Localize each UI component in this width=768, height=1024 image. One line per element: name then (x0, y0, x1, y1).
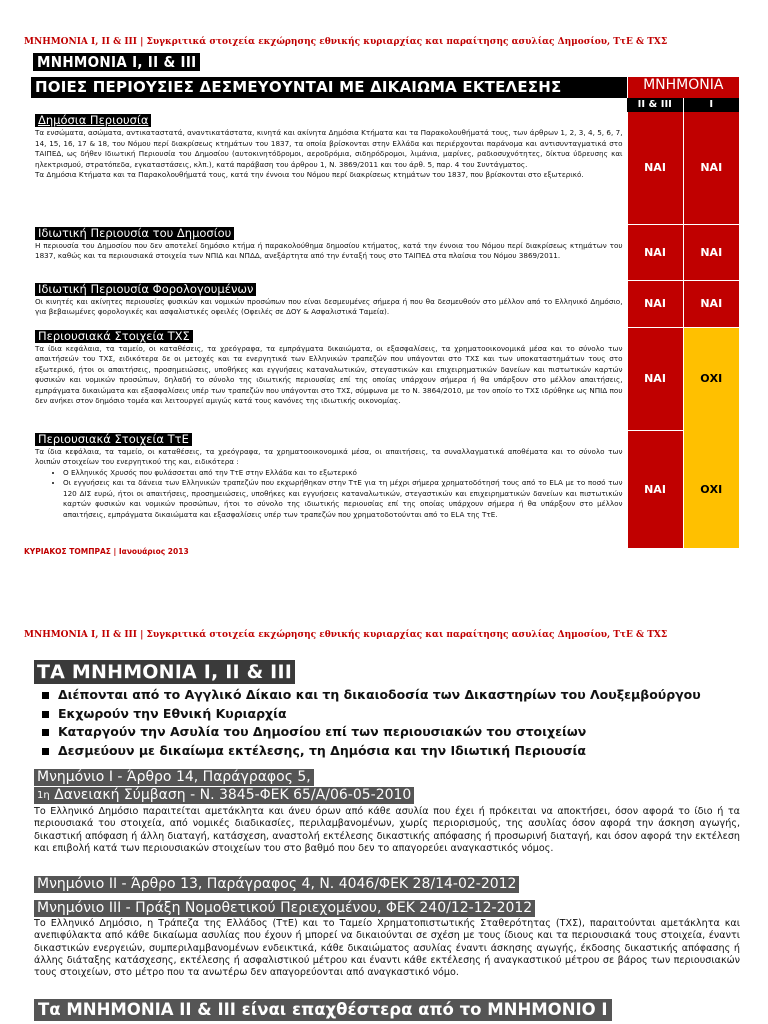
table-row (31, 112, 739, 224)
list-item: Εκχωρούν την Εθνική Κυριαρχία (42, 705, 701, 724)
section-text: Τα Δημόσια Κτήματα και τα Παρακολουθήματά τους, κατά την έννοια του Νόμου περί διακρίσεως κτημάτων του 1837, που βρίσκονται στο εξωτερικό. (35, 170, 584, 180)
col-ii-iii-header: ΙΙ & ΙΙΙ (627, 98, 683, 112)
table-row (31, 224, 739, 280)
memorandum-i-text: Το Ελληνικό Δημόσιο παραιτείται αμετάκλητα και άνευ όρων από κάθε ασυλία που έχει ή πρόκειται να αποκτήσει, όσον αφορά το ίδιο ή τα περιουσιακά του στοιχεία, από νομικές διαδικασίες, περιλαμβανομένων, χωρίς περιορισμούς, της ασυλίας όσον αφορά την άσκηση αγωγής, δικαστική απόφαση ή άλλη διαταγή, κατάσχεση, αναστολή εκτέλεσης δικαστικής απόφασης ή προσωρινή διαταγή, και όσον αφορά την εκτέλεση και επιβολή κατά των περιουσιακών στοιχείων του στο βαθμό που δεν το απαγορεύει αναγκαστικός νόμος. (34, 806, 740, 854)
list-item: • Οι εγγυήσεις και τα δάνεια των Ελληνικών τραπεζών που εκχωρήθηκαν στην ΤτΕ για τη μέχρι σήμερα χρηματοδότησή τους από το ELA με το ποσό των 120 ΔΙΣ ευρώ, ήτοι οι απαιτήσεις, προσημειώσεις, υποθήκες και εγγυήσεις καταναλωτικών, στεγαστικών και επιχειρηματικών δανείων και πιστωτικών καρτών φυσικών και νομικών προσώπων, ήτοι το σύνολο της ιδιωτικής περιουσίας επί της οποίας υπάρχουν σήμερα ή θα υπάρξουν στο μέλλον απαιτήσεις, εμπράγματα δικαιώματα και εξασφαλίσεις υπέρ των τραπεζών που χρηματοδοτούνται από το ELA της ΤτΕ. (63, 478, 623, 520)
section-heading: Περιουσιακά Στοιχεία ΤτΕ (35, 433, 192, 446)
section-heading: Ιδιωτική Περιουσία Φορολογουμένων (35, 283, 256, 296)
page1-title: ΜΝΗΜΟΝΙΑ Ι, ΙΙ & ΙΙΙ (33, 53, 200, 71)
page2-header: ΜΝΗΜΟΝΙΑ Ι, ΙΙ & ΙΙΙ | Συγκριτικά στοιχεία εκχώρησης εθνικής κυριαρχίας και παραίτησης ασυλίας Δημοσίου, ΤτΕ & ΤΧΣ (24, 630, 668, 640)
section-text: Τα ίδια κεφάλαια, τα ταμείο, οι καταθέσεις, τα χρεόγραφα, τα εμπράγματα δικαιώματα, οι εξασφαλίσεις, τα χρηματοοικονομικά μέσα και το σύνολο των απαιτήσεών του ΤΧΣ, ειδικότερα δε οι μετοχές και τα ενεργητικά των Ελληνικών τραπεζών που υπάγονται στο ΤΧΣ και των υποκαταστημάτων τους στο εξωτερικό, ήτοι οι απαιτήσεις, προσημειώσεις, υποθήκες και εγγυήσεις καταναλωτικών, στεγαστικών και επιχειρηματικών δανείων και πιστωτικών καρτών φυσικών και νομικών προσώπων, δηλαδή το σύνολο της ιδιωτικής περιουσίας επί της οποίας υπάρχουν σήμερα ή θα υπάρξουν στο μέλλον απαιτήσεις, εμπράγματα δικαιώματα και εξασφαλίσεις υπέρ των τραπεζών που υπάγονται στο ΤΧΣ, σύμφωνα με το Ν. 3864/2010, με τον οποίο το ΤΧΣ ιδρύθηκε ως ΝΠΙΔ που δεν ανήκει στον δημόσιο τομέα και λειτουργεί αμιγώς κατά τους κανόνες της ιδιωτικής οικονομίας. (35, 343, 623, 406)
conclusion-banner: Τα ΜΝΗΜΟΝΙΑ ΙΙ & ΙΙΙ είναι επαχθέστερα από το ΜΝΗΜΟΝΙΟ Ι (34, 999, 612, 1021)
section-heading: Περιουσιακά Στοιχεία ΤΧΣ (35, 330, 193, 343)
value-cell: ΝΑΙ (627, 280, 683, 327)
memorandum-ii-iii-text: Το Ελληνικό Δημόσιο, η Τράπεζα της Ελλάδος (ΤτΕ) και το Ταμείο Χρηματοπιστωτικής Σταθερότητας (ΤΧΣ), παραιτούνται αμετάκλητα και ανεπιφύλακτα από κάθε δικαίωμα ασυλίας που έχουν ή μπορεί να δικαιούνται σε σχέση με τους ίδιους και τα περιουσιακά τους στοιχεία, έναντι δικαστικών ενεργειών, συμπεριλαμβανομένων ενδεικτικά, κάθε δικαιώματος ασυλίας έναντι άσκησης αγωγής, έκδοσης δικαστικής απόφασης ή άλλης διάταξης κατάσχεσης, εκτέλεσης ή ασφαλιστικού μέτρου και έναντι κάθε εκτέλεσης ή αναγκαστικού μέτρου σε βάρος των περιουσιακών τους στοιχείων, στο μέτρο που τα ανωτέρω δεν απαγορεύονται από αναγκαστικό νόμο. (34, 918, 740, 979)
table-row (31, 327, 739, 430)
assets-table (31, 77, 739, 549)
memorandum-iii-heading: Μνημόνιο ΙΙΙ - Πράξη Νομοθετικού Περιεχομένου, ΦΕΚ 240/12-12-2012 (34, 900, 535, 917)
value-cell: ΟΧΙ (683, 430, 739, 548)
mnimonia-header: ΜΝΗΜΟΝΙΑ (627, 77, 739, 98)
value-cell: ΝΑΙ (627, 327, 683, 430)
section-heading: Δημόσια Περιουσία (35, 114, 151, 127)
page2-title: ΤΑ ΜΝΗΜΟΝΙΑ Ι, ΙΙ & ΙΙΙ (34, 660, 295, 684)
memorandum-i-subheading: $^{1\eta}$ Δανειακή Σύμβαση - Ν. 3845-ΦΕΚ 65/Α/06-05-2010 (34, 787, 414, 804)
list-item: • Ο Ελληνικός Χρυσός που φυλάσσεται από την ΤτΕ στην Ελλάδα και το εξωτερικό (63, 468, 623, 479)
section-text: Τα ενσώματα, ασώματα, αντικαταστατά, αναντικατάστατα, κινητά και ακίνητα Δημόσια Κτήματα και τα Παρακολουθήματά τους, των άρθρων 1, 2, 3, 4, 5, 6, 7, 14, 15, 16, 17 & 18, του Νόμου περί διακρίσεως κτημάτων του 1837, τα οποία βρίσκονται στην Ελλάδα και περιέρχονται παράνομα και αντισυνταγματικά στο ΤΑΙΠΕΔ, ως δήθεν Ιδιωτική Περιουσία του Δημοσίου (αυτοκινητόδρομοι, αεροδρόμια, σιδηρόδρομοι, λιμάνια, μαρίνες, ραδιοσυχνότητες, δίκτυα ύδρευσης και ηλεκτρισμού, στρατόπεδα, εγκαταστάσεις, κλπ.), κατά παράβαση του άρθρου 1, Ν. 3869/2011 και του άρθ. 5, παρ. 4 του Συντάγματος. (35, 128, 623, 169)
author-footer: ΚΥΡΙΑΚΟΣ ΤΟΜΠΡΑΣ | Ιανουάριος 2013 (24, 547, 189, 556)
section-text: Οι κινητές και ακίνητες περιουσίες φυσικών και νομικών προσώπων που είναι δεσμευμένες σήμερα ή που θα δεσμευθούν στο μέλλον από το Ελληνικό Δημόσιο, για βεβαιωμένες φορολογικές και ασφαλιστικές οφειλές (Οφειλές σε ΔΟΥ & Ασφαλιστικά Ταμεία). (35, 296, 623, 317)
col-i-header: Ι (683, 98, 739, 112)
section-text: Τα ίδια κεφάλαια, τα ταμείο, οι καταθέσεις, τα χρεόγραφα, τα χρηματοοικονομικά μέσα, οι απαιτήσεις, τα συναλλαγματικά αποθέματα και το σύνολο των λοιπών στοιχείων του ενεργητικού της και, ειδικότερα : (35, 446, 623, 467)
value-cell: ΝΑΙ (627, 224, 683, 280)
value-cell: ΝΑΙ (683, 280, 739, 327)
value-cell: ΝΑΙ (683, 224, 739, 280)
table-row (31, 430, 739, 548)
list-item: Διέπονται από το Αγγλικό Δίκαιο και τη δικαιοδοσία των Δικαστηρίων του Λουξεμβούργου (42, 686, 701, 705)
table-question: ΠΟΙΕΣ ΠΕΡΙΟΥΣΙΕΣ ΔΕΣΜΕΥΟΥΝΤΑΙ ΜΕ ΔΙΚΑΙΩΜΑ ΕΚΤΕΛΕΣΗΣ (31, 77, 627, 98)
key-points-list (42, 686, 701, 760)
value-cell: ΟΧΙ (683, 327, 739, 430)
memorandum-ii-heading: Μνημόνιο ΙΙ - Άρθρο 13, Παράγραφος 4, Ν. 4046/ΦΕΚ 28/14-02-2012 (34, 876, 519, 893)
page1-header: ΜΝΗΜΟΝΙΑ Ι, ΙΙ & ΙΙΙ | Συγκριτικά στοιχεία εκχώρησης εθνικής κυριαρχίας και παραίτησης ασυλίας Δημοσίου, ΤτΕ & ΤΧΣ (24, 37, 668, 47)
list-item: Δεσμεύουν με δικαίωμα εκτέλεσης, τη Δημόσια και την Ιδιωτική Περιουσία (42, 742, 701, 761)
value-cell: ΝΑΙ (627, 112, 683, 224)
table-row (31, 280, 739, 327)
section-text: Η περιουσία του Δημοσίου που δεν αποτελεί δημόσιο κτήμα ή παρακολούθημα δημοσίου κτήματος, κατά την έννοια του Νόμου περί διακρίσεως κτημάτων του 1837, καθώς και τα περιουσιακά στοιχεία των ΝΠΙΔ και ΝΠΔΔ, ανεξάρτητα από την ένταξή τους στο ΤΑΙΠΕΔ στα πλαίσια του Νόμου 3869/2011. (35, 240, 623, 261)
value-cell: ΝΑΙ (627, 430, 683, 548)
section-heading: Ιδιωτική Περιουσία του Δημοσίου (35, 227, 234, 240)
value-cell: ΝΑΙ (683, 112, 739, 224)
list-item: Καταργούν την Ασυλία του Δημοσίου επί των περιουσιακών του στοιχείων (42, 723, 701, 742)
memorandum-i-heading: Μνημόνιο Ι - Άρθρο 14, Παράγραφος 5, (34, 769, 314, 786)
